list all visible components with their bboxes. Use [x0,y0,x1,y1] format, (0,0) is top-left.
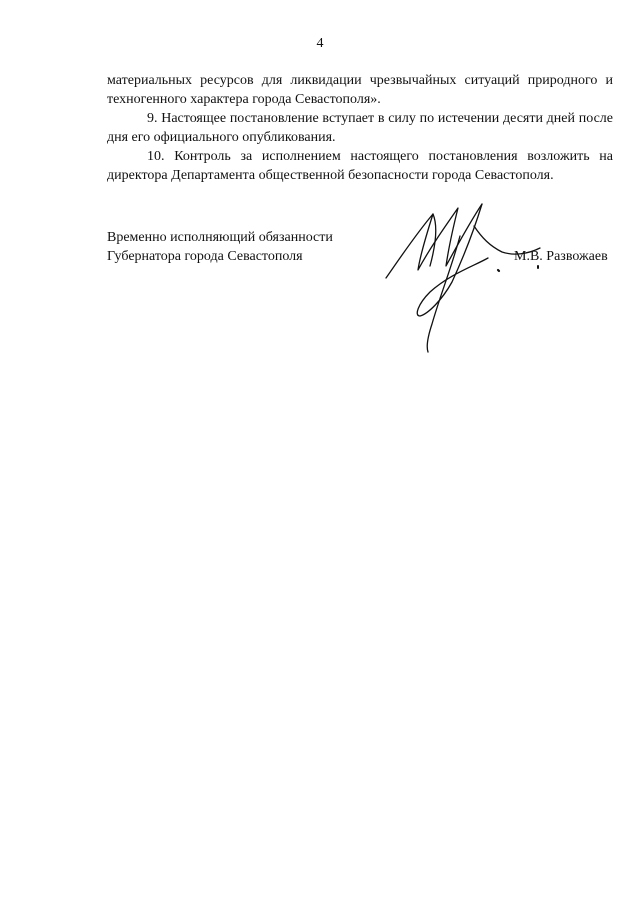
signatory-position-line2: Губернатора города Севастополя [107,249,303,264]
signatory-position [107,228,407,266]
paragraph-9: 9. Настоящее постановление вступает в силу по истечении десяти дней после дня его официального опубликования. [107,111,613,145]
page-number: 4 [316,36,324,51]
paragraph-continuation: материальных ресурсов для ликвидации чрезвычайных ситуаций природного и техногенного характера города Севастополя». [107,73,613,107]
document-body [107,71,613,185]
signatory-position-line1: Временно исполняющий обязанности [107,230,333,245]
signatory-name: М.В. Развожаев [514,249,608,264]
handwritten-signature [378,196,568,356]
paragraph-10: 10. Контроль за исполнением настоящего постановления возложить на директора Департамента общественной безопасности города Севастополя. [107,149,613,183]
